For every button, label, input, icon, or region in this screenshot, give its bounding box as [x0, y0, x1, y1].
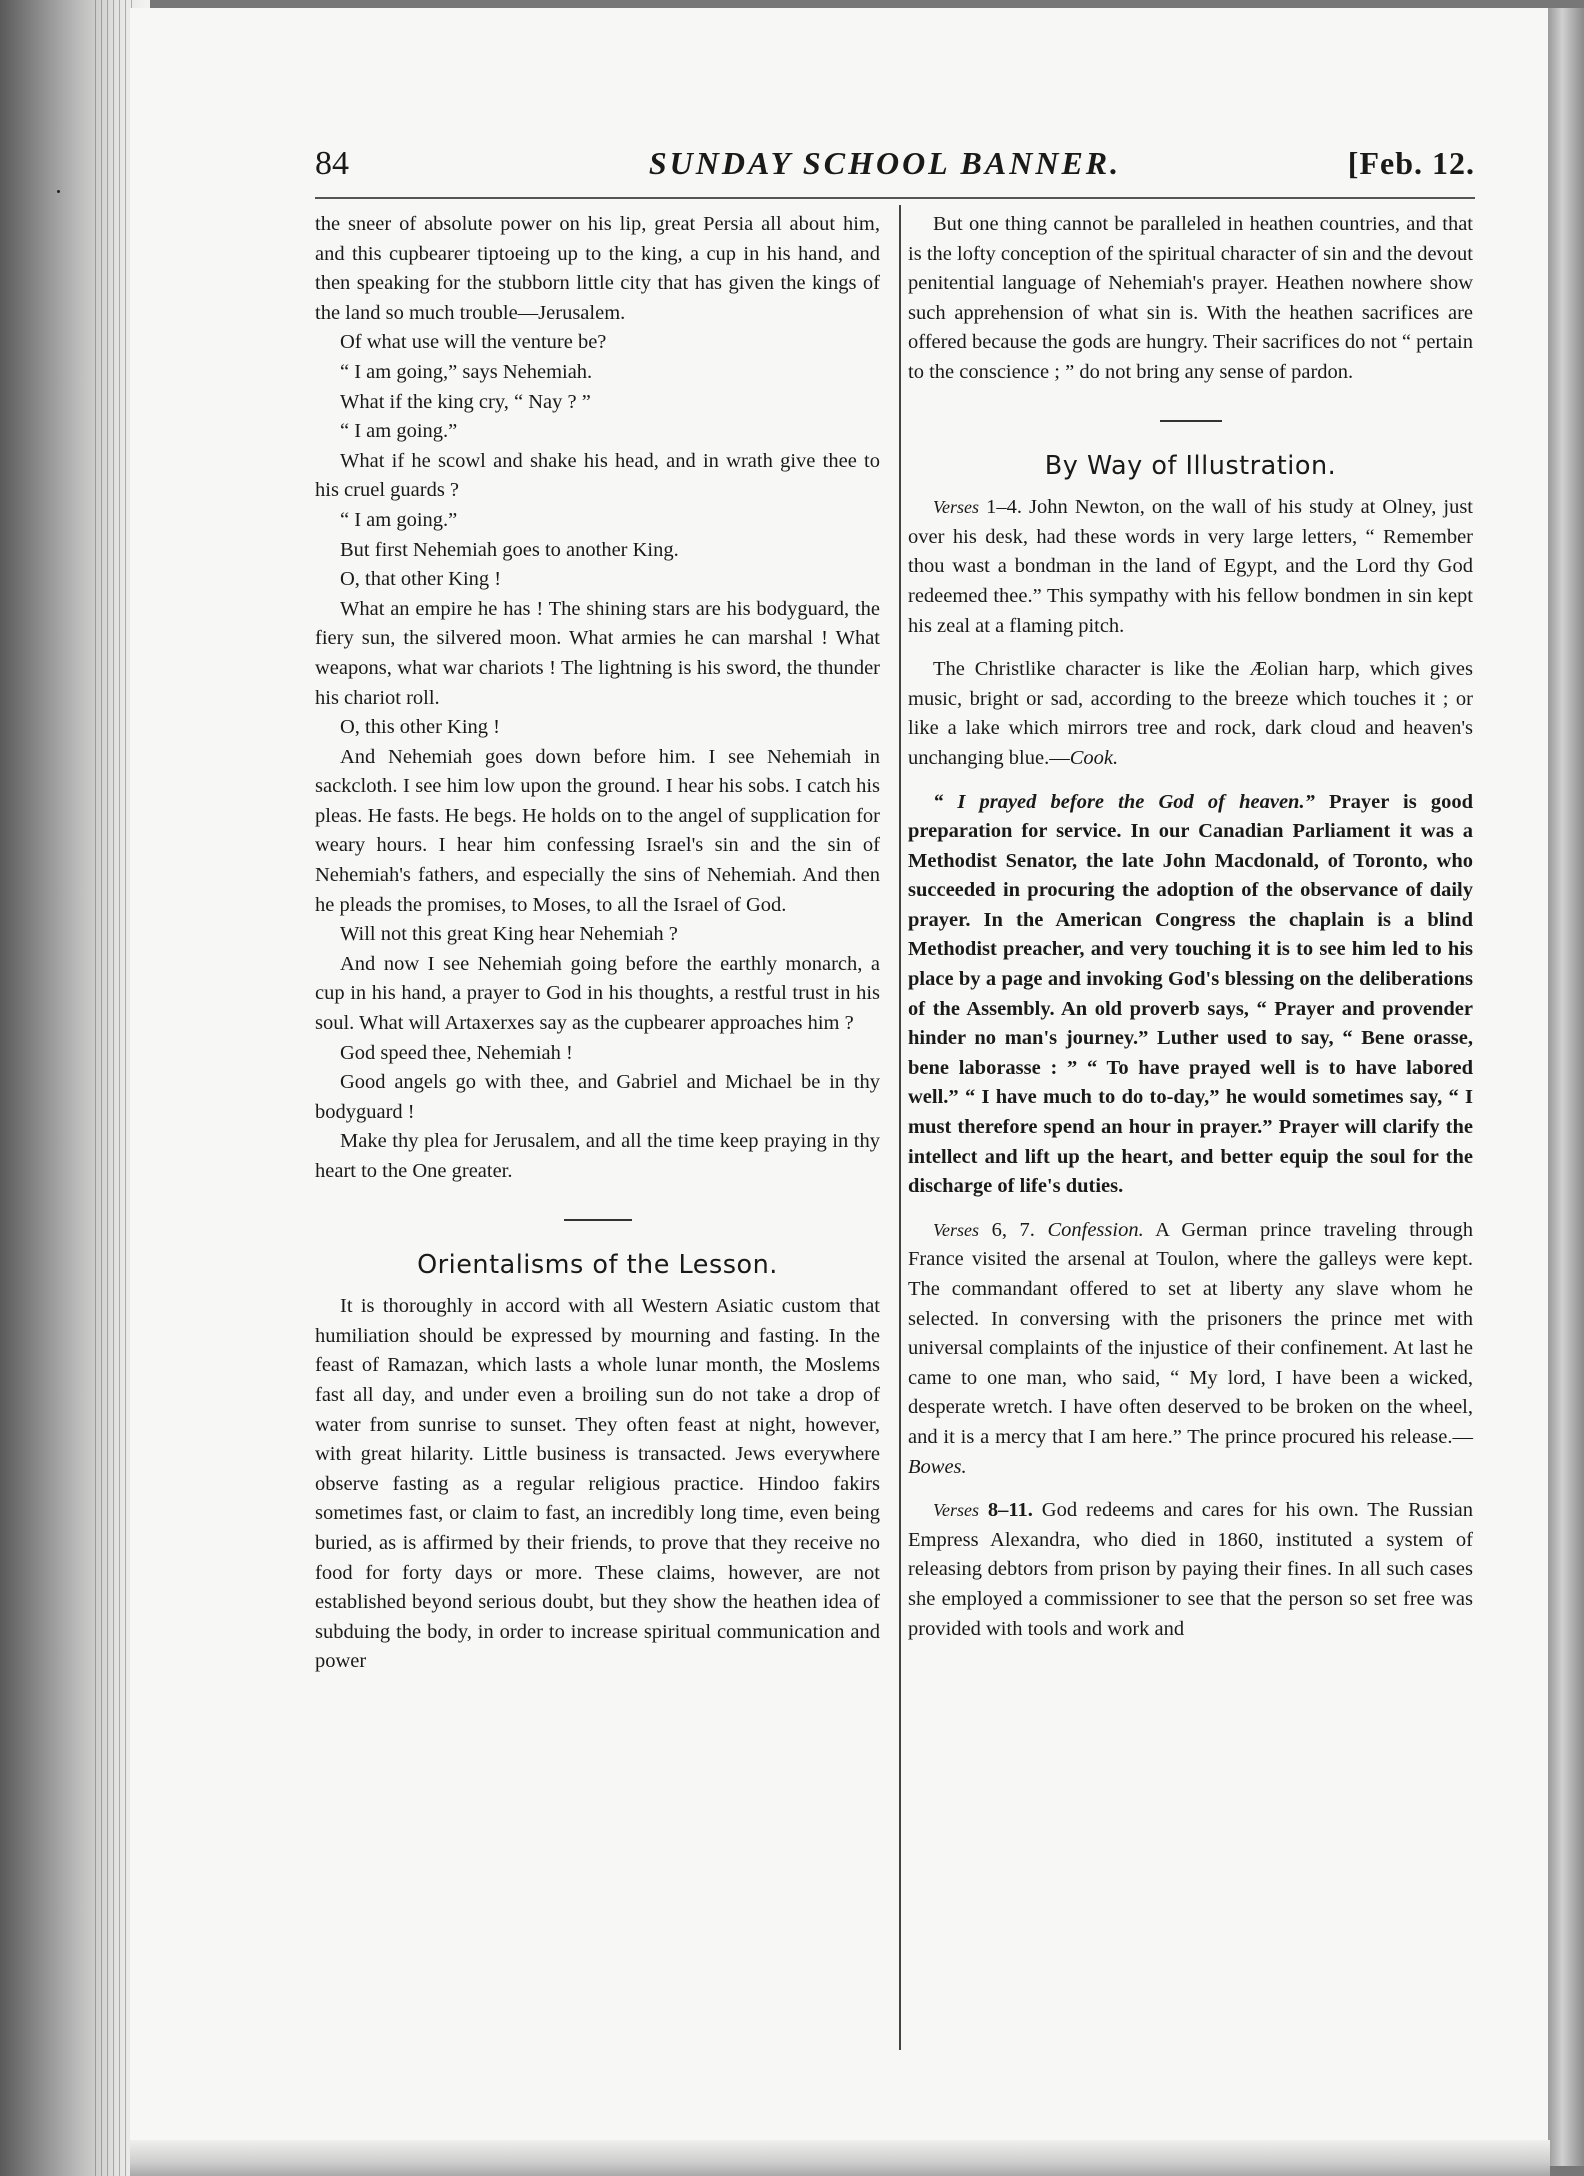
- verse-ref-number: 1–4.: [979, 496, 1022, 519]
- paragraph-text: The Christlike character is like the Æolian harp, which gives music, bright or sad, according to the breeze which touches it ; or like a lake which mirrors tree and rock, dark cloud and heaven's unchanging blue.—: [908, 658, 1473, 769]
- paragraph-text: John Newton, on the wall of his study at Olney, just over his desk, had these words in very large letters, “ Remember thou wast a bondman in the land of Egypt, and the Lord thy God redeemed thee.” This sympathy with his fellow bondmen in sin kept his zeal at a flaming pitch.: [908, 496, 1474, 637]
- verse-ref-number: 6, 7.: [979, 1218, 1048, 1241]
- section-separator: [564, 1219, 632, 1221]
- bottom-shadow: [130, 2140, 1550, 2176]
- paragraph: O, that other King !: [340, 568, 502, 591]
- illustration-paragraph: [908, 1496, 1473, 1644]
- paragraph: Will not this great King hear Nehemiah ?: [340, 923, 678, 946]
- paragraph: And now I see Nehemiah going before the earthly monarch, a cup in his hand, a prayer to God in his thoughts, a restful trust in his soul. What will Artaxerxes say as the cupbearer approaches him ?: [315, 952, 880, 1035]
- verse-ref-label: Verses: [933, 1500, 979, 1521]
- paragraph: Good angels go with thee, and Gabriel and Michael be in thy bodyguard !: [315, 1071, 880, 1123]
- page-header: [315, 145, 1475, 195]
- paragraph: And Nehemiah goes down before him. I see Nehemiah in sackcloth. I see him low upon the ground. I hear his sobs. I catch his pleas. He fasts. He begs. He holds on to the angel of supplication for weary hours. I hear him confessing Israel's sin and the sin of Nehemiah's fathers, and especially the sins of Nehemiah. And then he pleads the promises, to Moses, to all the Israel of God.: [315, 745, 880, 916]
- illustration-paragraph: [908, 788, 1473, 1202]
- right-column: [908, 210, 1473, 1644]
- running-title: SUNDAY SCHOOL BANNER.: [648, 145, 1122, 181]
- section-heading: Orientalisms of the Lesson.: [417, 1249, 778, 1280]
- section-heading: By Way of Illustration.: [1044, 450, 1337, 481]
- verse-ref-number: 8–11.: [979, 1499, 1033, 1522]
- paragraph: What an empire he has ! The shining stars are his bodyguard, the fiery sun, the silvered moon. What armies he can marshal ! What weapons, what war chariots ! The lightning is his sword, the thunder his chariot roll.: [315, 597, 880, 709]
- paragraph: “ I am going.”: [340, 420, 458, 443]
- illustration-paragraph: [908, 655, 1473, 773]
- dust-speck: [57, 190, 60, 193]
- header-rule: [315, 197, 1475, 199]
- paragraph: It is thoroughly in accord with all Western Asiatic custom that humiliation should be expressed by mourning and fasting. In the feast of Ramazan, which lasts a whole lunar month, the Moslems fast all day, and under even a broiling sun do not take a drop of water from sunrise to sunset. They often feast at night, however, with great hilarity. Little business is transacted. Jews everywhere observe fasting as a regular religious practice. Hindoo fakirs sometimes fast, or claim to fast, an incredibly long time, even being buried, as is affirmed by their friends, to prove that they receive no food for forty days or more. These claims, however, are not established beyond serious doubt, but they show the heathen idea of subduing the body, in order to increase spiritual communication and power: [315, 1295, 880, 1673]
- issue-date: [Feb. 12.: [1347, 145, 1475, 181]
- paragraph-text: God redeems and cares for his own. The Russian Empress Alexandra, who died in 1860, instituted a system of releasing debtors from prison by paying their fines. In all such cases she employed a commissioner to see that the person so set free was provided with tools and work and: [908, 1499, 1474, 1640]
- author-attribution: Cook.: [1069, 746, 1119, 769]
- paragraph: O, this other King !: [340, 716, 500, 739]
- paragraph: What if he scowl and shake his head, and in wrath give thee to his cruel guards ?: [315, 449, 880, 502]
- binding-edge-lines: [95, 0, 135, 2176]
- paragraph: But first Nehemiah goes to another King.: [340, 538, 679, 561]
- paragraph: “ I am going.”: [340, 508, 458, 531]
- paragraph: Make thy plea for Jerusalem, and all the time keep praying in thy heart to the One greater.: [315, 1130, 880, 1182]
- page-edge-shadow: [1548, 8, 1584, 2166]
- section-separator: [1160, 420, 1222, 422]
- paragraph: the sneer of absolute power on his lip, great Persia all about him, and this cupbearer tiptoeing up to the king, a cup in his hand, and then speaking for the stubborn little city that has given the kings of the land so much trouble—Jerusalem.: [315, 213, 880, 324]
- paragraph: “ I am going,” says Nehemiah.: [340, 360, 593, 383]
- scripture-quote: “ I prayed before the God of heaven.”: [933, 790, 1315, 813]
- page-number: 84: [315, 145, 349, 182]
- paragraph: What if the king cry, “ Nay ? ”: [340, 390, 591, 413]
- paragraph-text: A German prince traveling through France visited the arsenal at Toulon, where the galleys were kept. The commandant offered to set at liberty any slave whom he selected. In conversing with the prisoners the prince met with universal complaints of the injustice of their confinement. At last he came to one man, who said, “ My lord, I have been a wicked, desperate wretch. I have often deserved to be broken on the wheel, and it is a mercy that I am here.” The prince procured his release.—: [908, 1218, 1473, 1448]
- verse-ref-label: Verses: [933, 497, 979, 518]
- left-column: [315, 210, 880, 1677]
- paragraph: Of what use will the venture be?: [340, 331, 607, 354]
- paragraph: But one thing cannot be paralleled in heathen countries, and that is the lofty conception of the spiritual character of sin and the devout penitential language of Nehemiah's prayer. Heathen nowhere show such apprehension of what sin is. With the heathen sacrifices are offered because the gods are hungry. Their sacrifices do not “ pertain to the conscience ; ” do not bring any sense of pardon.: [908, 213, 1473, 383]
- verse-ref-label: Verses: [933, 1219, 979, 1240]
- author-attribution: Bowes.: [908, 1455, 967, 1478]
- illustration-paragraph: [908, 1216, 1473, 1482]
- paragraph-text: Prayer is good preparation for service. In our Canadian Parliament it was a Methodist Senator, the late John Macdonald, of Toronto, who succeeded in procuring the adoption of the observance of daily prayer. In the American Congress the chaplain is a blind Methodist preacher, and very touching it is to see him led to his place by a page and invoking God's blessing on the deliberations of the Assembly. An old proverb says, “ Prayer and provender hinder no man's journey.” Luther used to say, “ Bene orasse, bene laborasse : ” “ To have prayed well is to have labored well.” “ I have much to do to-day,” he would sometimes say, “ I must therefore spend an hour in prayer.” Prayer will clarify the intellect and lift up the heart, and better equip the soul for the discharge of life's duties.: [908, 790, 1473, 1198]
- column-divider: [899, 205, 901, 2050]
- topic-label: Confession.: [1047, 1218, 1144, 1241]
- illustration-paragraph: [908, 493, 1473, 641]
- paragraph: God speed thee, Nehemiah !: [340, 1041, 573, 1064]
